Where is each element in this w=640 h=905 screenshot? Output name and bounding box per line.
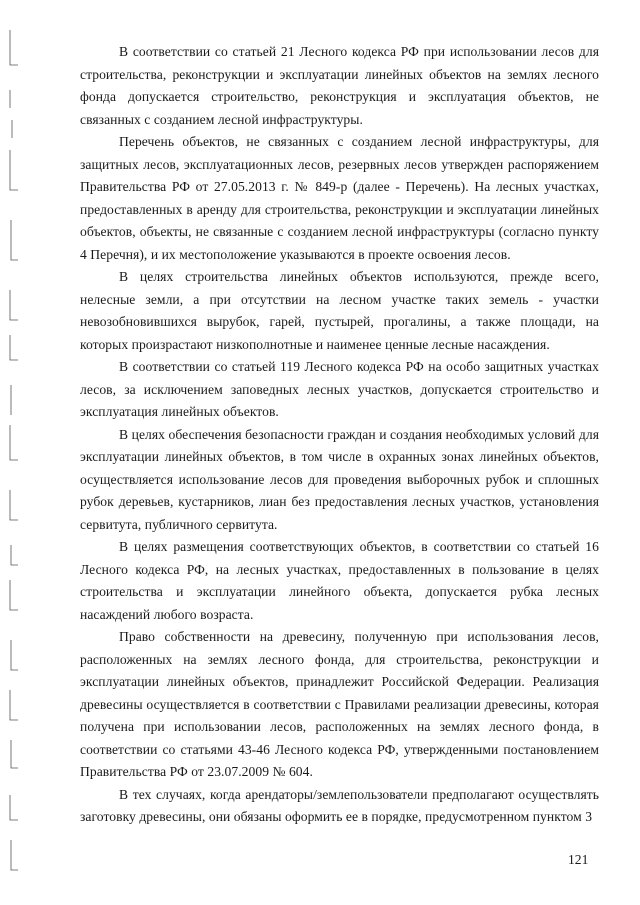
paragraph: В целях размещения соответствующих объектов, в соответствии со статьей 16 Лесного кодекса РФ, на лесных участках, предоставленных в пользование в целях строительства и эксплуатации линейного объекта, допускается рубка лесных насаждений любого возраста. xyxy=(80,539,599,622)
binding-marks xyxy=(8,20,22,880)
paragraph: Перечень объектов, не связанных с созданием лесной инфраструктуры, для защитных лесов, эксплуатационных лесов, резервных лесов утвержден распоряжением Правительства РФ от 27.05.2013 г. № 849-р (далее - Перечень). На лесных участках, предоставленных в аренду для строительства, реконструкции и эксплуатации линейных объектов, объекты, не связанные с созданием лесной инфраструктуры (согласно пункту 4 Перечня), и их местоположение указываются в проекте освоения лесов. xyxy=(80,134,599,262)
paragraph: В целях обеспечения безопасности граждан и создания необходимых условий для эксплуатации линейных объектов, в том числе в охранных зонах линейных объектов, осуществляется использование лесов для проведения выборочных рубок и сплошных рубок деревьев, кустарников, лиан без предоставления лесных участков, установления сервитута, публичного сервитута. xyxy=(80,426,599,532)
paragraph: Право собственности на древесину, полученную при использования лесов, расположенных на землях лесного фонда, для строительства, реконструкции и эксплуатации линейных объектов, принадлежит Российской Федерации. Реализация древесины осуществляется в соответствии с Правилами реализации древесины, которая получена при использовании лесов, расположенных на землях лесного фонда, в соответствии со статьями 43-46 Лесного кодекса РФ, утвержденными постановлением Правительства РФ от 23.07.2009 № 604. xyxy=(80,629,599,779)
paragraph: В соответствии со статьей 119 Лесного кодекса РФ на особо защитных участках лесов, за исключением заповедных лесных участков, допускается строительство и эксплуатация линейных объектов. xyxy=(80,359,599,419)
document-text xyxy=(80,41,599,829)
paragraph: В целях строительства линейных объектов используются, прежде всего, нелесные земли, а при отсутствии на лесном участке таких земель - участки невозобновившихся вырубок, гарей, пустырей, прогалины, а также площади, на которых произрастают низкополнотные и наименее ценные лесные насаждения. xyxy=(80,269,599,352)
paragraph: В соответствии со статьей 21 Лесного кодекса РФ при использовании лесов для строительства, реконструкции и эксплуатации линейных объектов на землях лесного фонда допускается строительство, реконструкция и эксплуатация объектов, не связанных с созданием лесной инфраструктуры. xyxy=(80,44,599,127)
page-number: 121 xyxy=(568,852,589,867)
paragraph: В тех случаях, когда арендаторы/землепользователи предполагают осуществлять заготовку древесины, они обязаны оформить ее в порядке, предусмотренном пунктом 3 xyxy=(80,786,599,824)
